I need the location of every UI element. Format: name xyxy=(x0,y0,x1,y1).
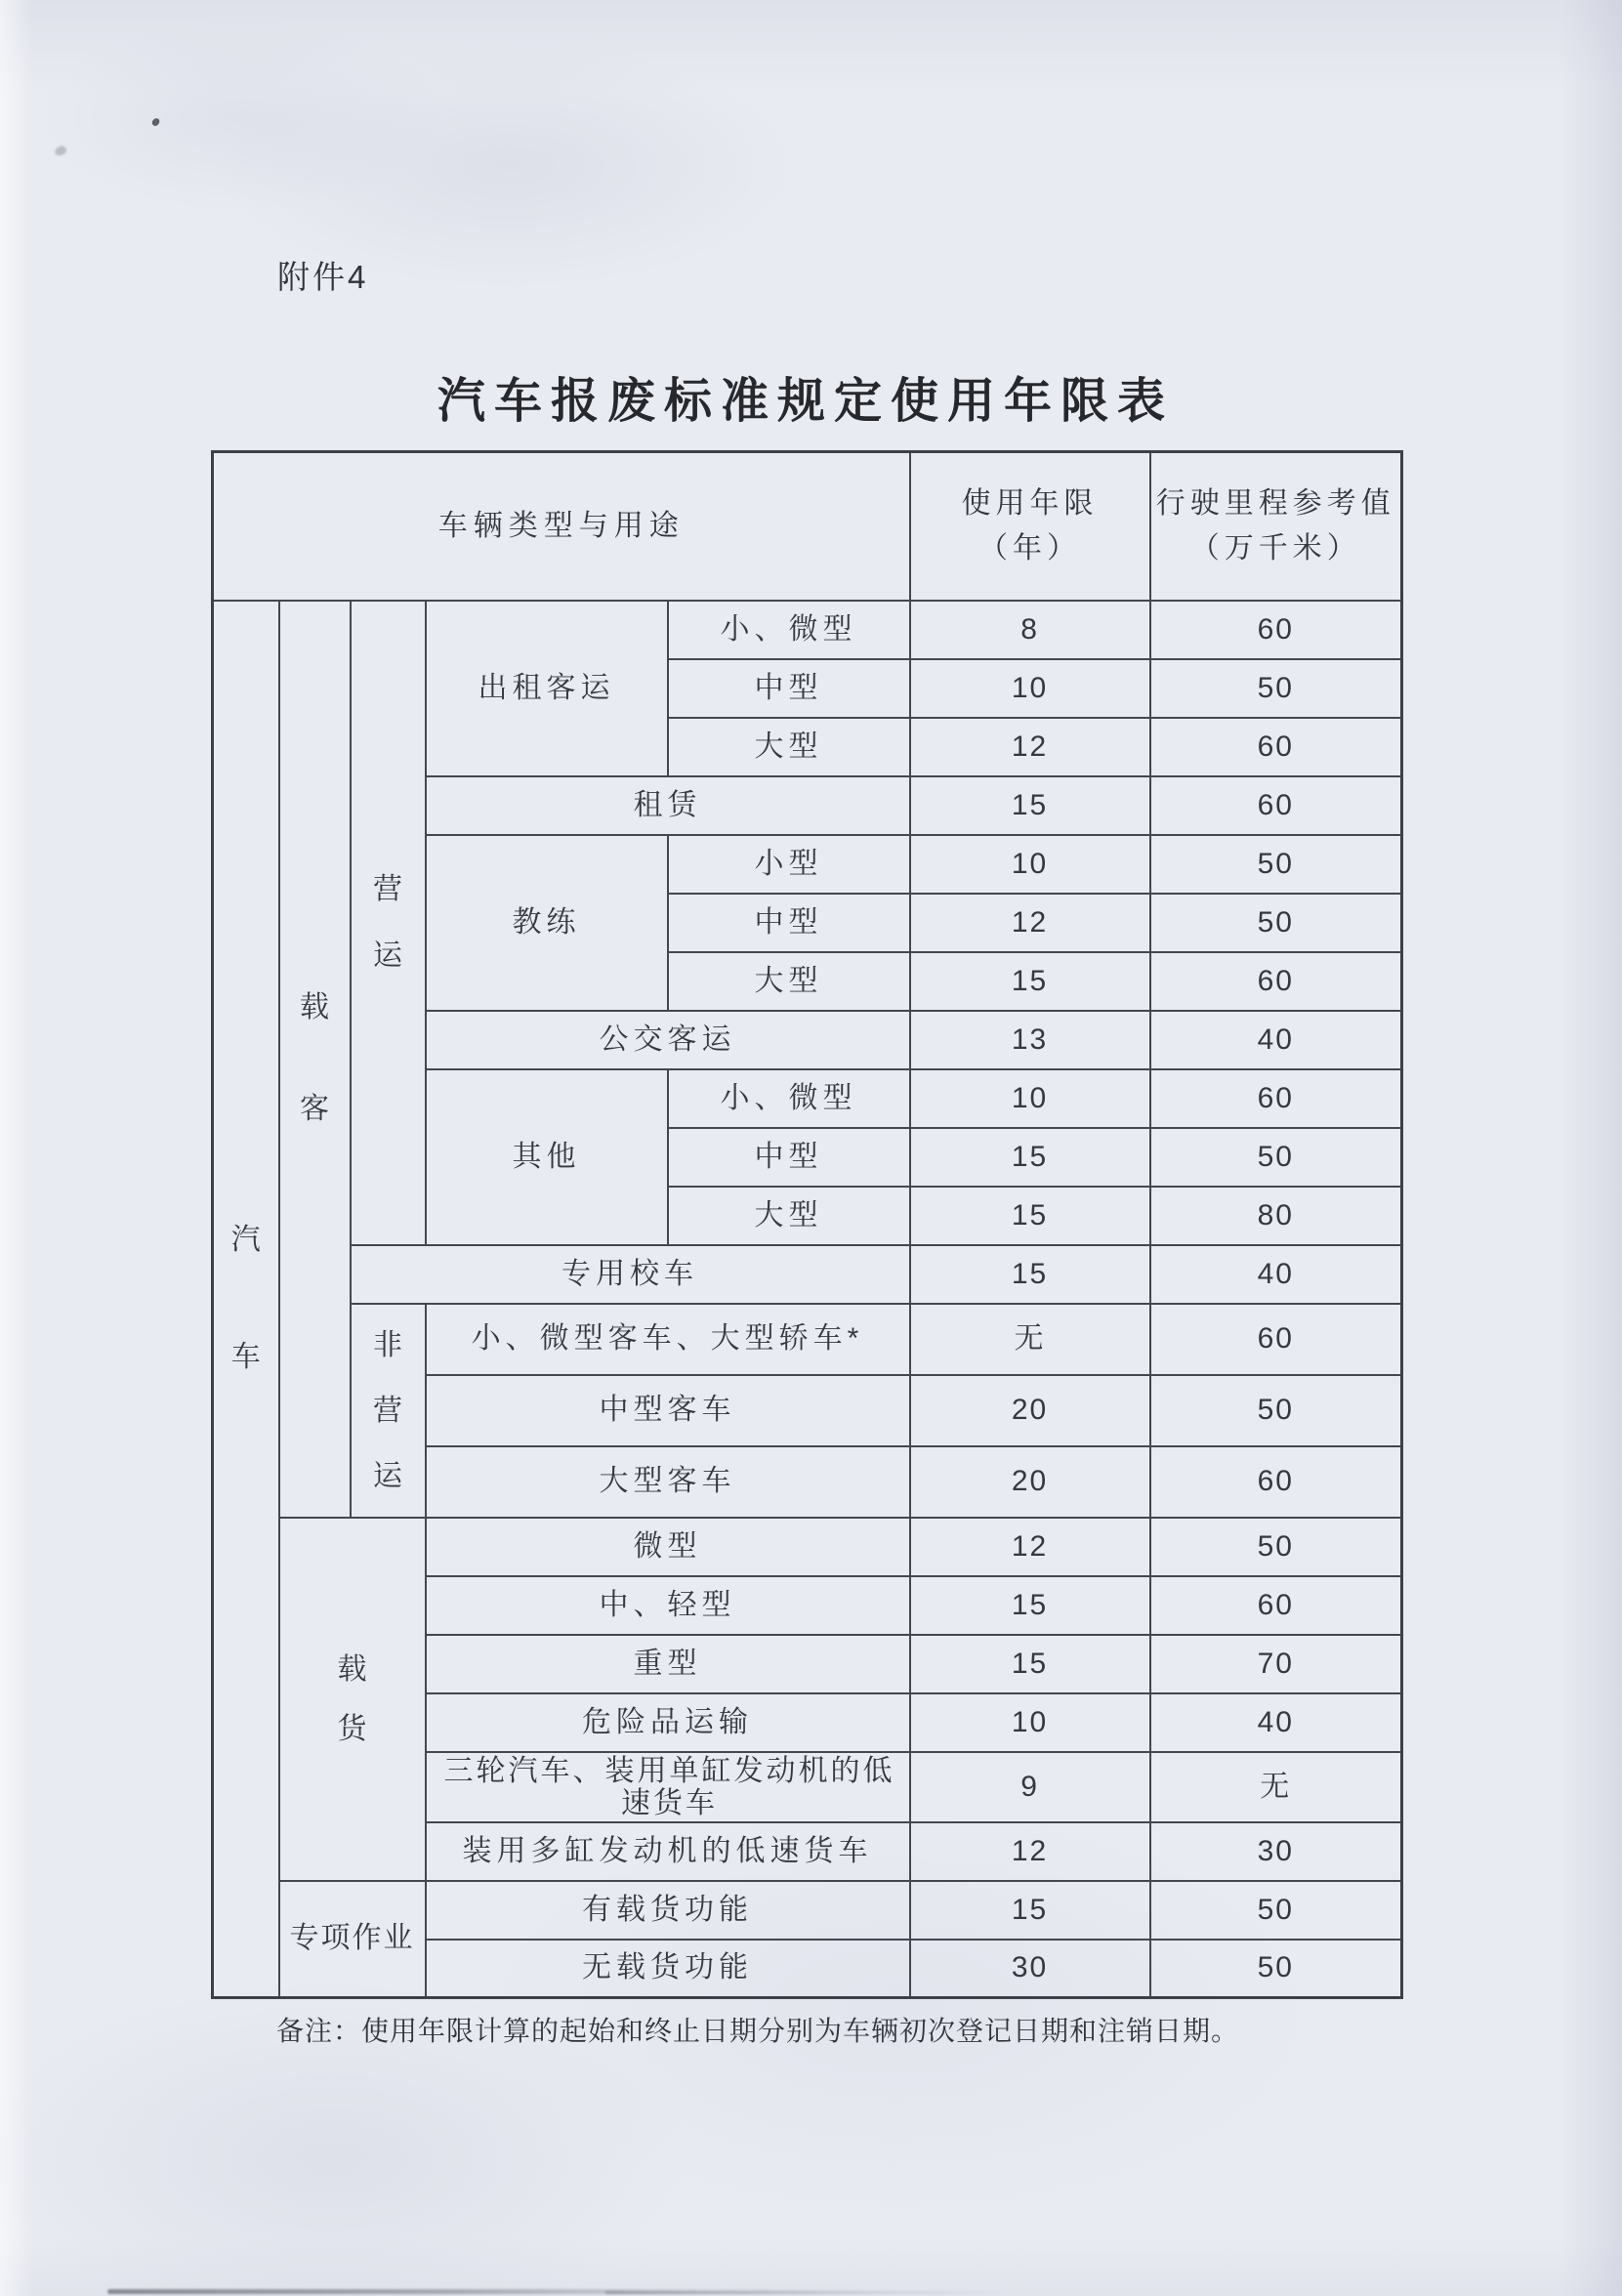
table-row xyxy=(213,1304,1402,1375)
cell-label: 微型 xyxy=(426,1518,910,1576)
cell-label: 租赁 xyxy=(426,776,910,835)
cell-label: 中型 xyxy=(668,659,910,718)
cell-years: 13 xyxy=(910,1011,1150,1069)
cell-label: 有载货功能 xyxy=(426,1881,910,1940)
cell-label: 小型 xyxy=(668,835,910,894)
group-taxi: 出租客运 xyxy=(426,601,668,776)
cell-years: 15 xyxy=(910,1635,1150,1693)
cell-mileage: 80 xyxy=(1150,1187,1402,1245)
group-noncommercial xyxy=(351,1304,426,1518)
cell-label: 小、微型 xyxy=(668,1069,910,1128)
cell-years: 12 xyxy=(910,718,1150,776)
table-row xyxy=(213,601,1402,659)
cell-label: 大型客车 xyxy=(426,1446,910,1518)
header-service-life xyxy=(910,452,1150,601)
cell-years: 20 xyxy=(910,1446,1150,1518)
cell-mileage: 60 xyxy=(1150,1576,1402,1635)
cell-mileage: 40 xyxy=(1150,1693,1402,1752)
cell-years: 15 xyxy=(910,1576,1150,1635)
cell-years: 15 xyxy=(910,1128,1150,1187)
table-row xyxy=(213,1245,1402,1304)
group-cargo xyxy=(279,1518,426,1881)
cell-mileage: 50 xyxy=(1150,894,1402,952)
cell-label: 危险品运输 xyxy=(426,1693,910,1752)
cell-mileage: 50 xyxy=(1150,1940,1402,1998)
cell-mileage: 60 xyxy=(1150,1304,1402,1375)
cell-mileage: 无 xyxy=(1150,1752,1402,1822)
cell-label: 大型 xyxy=(668,952,910,1011)
cell-label: 三轮汽车、装用单缸发动机的低速货车 xyxy=(426,1752,910,1822)
cell-label: 大型 xyxy=(668,1187,910,1245)
cell-years: 20 xyxy=(910,1375,1150,1446)
cell-mileage: 50 xyxy=(1150,835,1402,894)
table-header-row xyxy=(213,452,1402,601)
cell-mileage: 60 xyxy=(1150,1069,1402,1128)
group-cargo-text: 载货 xyxy=(337,1652,367,1745)
cell-years: 15 xyxy=(910,952,1150,1011)
cell-years: 10 xyxy=(910,659,1150,718)
table-row xyxy=(213,1881,1402,1940)
cell-years: 15 xyxy=(910,776,1150,835)
cell-label: 中型 xyxy=(668,1128,910,1187)
header-service-life-line2: （年） xyxy=(978,531,1082,564)
cell-mileage: 50 xyxy=(1150,1881,1402,1940)
cell-mileage: 40 xyxy=(1150,1245,1402,1304)
group-commercial-text: 营运 xyxy=(372,872,402,972)
group-training: 教练 xyxy=(426,835,668,1011)
cell-label: 中、轻型 xyxy=(426,1576,910,1635)
cell-label: 重型 xyxy=(426,1635,910,1693)
cell-label: 中型 xyxy=(668,894,910,952)
cell-years: 10 xyxy=(910,1693,1150,1752)
cell-years: 12 xyxy=(910,1822,1150,1881)
cell-years: 15 xyxy=(910,1187,1150,1245)
cell-label: 公交客运 xyxy=(426,1011,910,1069)
cell-label: 小、微型 xyxy=(668,601,910,659)
scan-edge-streak-2 xyxy=(605,2291,1016,2294)
scan-smudge xyxy=(54,145,68,158)
cell-years: 15 xyxy=(910,1881,1150,1940)
cell-mileage: 70 xyxy=(1150,1635,1402,1693)
cell-years: 30 xyxy=(910,1940,1150,1998)
header-mileage xyxy=(1150,452,1402,601)
cell-mileage: 60 xyxy=(1150,952,1402,1011)
vehicle-scrap-standard-table xyxy=(211,450,1403,1999)
cell-mileage: 40 xyxy=(1150,1011,1402,1069)
scan-speck xyxy=(151,117,160,127)
cell-mileage: 50 xyxy=(1150,1375,1402,1446)
table-row xyxy=(213,1518,1402,1576)
cell-label: 小、微型客车、大型轿车* xyxy=(426,1304,910,1375)
footnote: 备注：使用年限计算的起始和终止日期分别为车辆初次登记日期和注销日期。 xyxy=(276,2016,1240,2046)
group-passenger-text: 载客 xyxy=(299,991,329,1125)
cell-mileage: 50 xyxy=(1150,659,1402,718)
cell-years: 8 xyxy=(910,601,1150,659)
cell-mileage: 60 xyxy=(1150,718,1402,776)
cell-mileage: 60 xyxy=(1150,601,1402,659)
group-noncommercial-text: 非营运 xyxy=(372,1328,402,1492)
group-other: 其他 xyxy=(426,1069,668,1245)
group-special-operations: 专项作业 xyxy=(279,1881,426,1998)
document-title: 汽车报废标准规定使用年限表 xyxy=(437,375,1174,428)
cell-years: 无 xyxy=(910,1304,1150,1375)
cell-mileage: 50 xyxy=(1150,1518,1402,1576)
cell-years: 12 xyxy=(910,1518,1150,1576)
cell-mileage: 60 xyxy=(1150,1446,1402,1518)
cell-mileage: 50 xyxy=(1150,1128,1402,1187)
cell-years: 15 xyxy=(910,1245,1150,1304)
cell-mileage: 30 xyxy=(1150,1822,1402,1881)
cell-years: 10 xyxy=(910,1069,1150,1128)
cell-label: 装用多缸发动机的低速货车 xyxy=(426,1822,910,1881)
cell-label: 专用校车 xyxy=(351,1245,910,1304)
cell-mileage: 60 xyxy=(1150,776,1402,835)
header-mileage-line1: 行驶里程参考值 xyxy=(1155,486,1395,520)
cell-years: 9 xyxy=(910,1752,1150,1822)
group-commercial xyxy=(351,601,426,1245)
cell-label: 大型 xyxy=(668,718,910,776)
group-passenger xyxy=(279,601,351,1518)
header-vehicle-type: 车辆类型与用途 xyxy=(213,452,910,601)
group-automobile-text: 汽车 xyxy=(230,1223,261,1373)
header-mileage-line2: （万千米） xyxy=(1189,531,1361,564)
cell-years: 10 xyxy=(910,835,1150,894)
cell-label: 中型客车 xyxy=(426,1375,910,1446)
cell-years: 12 xyxy=(910,894,1150,952)
header-service-life-line1: 使用年限 xyxy=(961,486,1099,520)
attachment-label: 附件4 xyxy=(277,259,369,295)
cell-label: 无载货功能 xyxy=(426,1940,910,1998)
group-automobile xyxy=(213,601,279,1998)
